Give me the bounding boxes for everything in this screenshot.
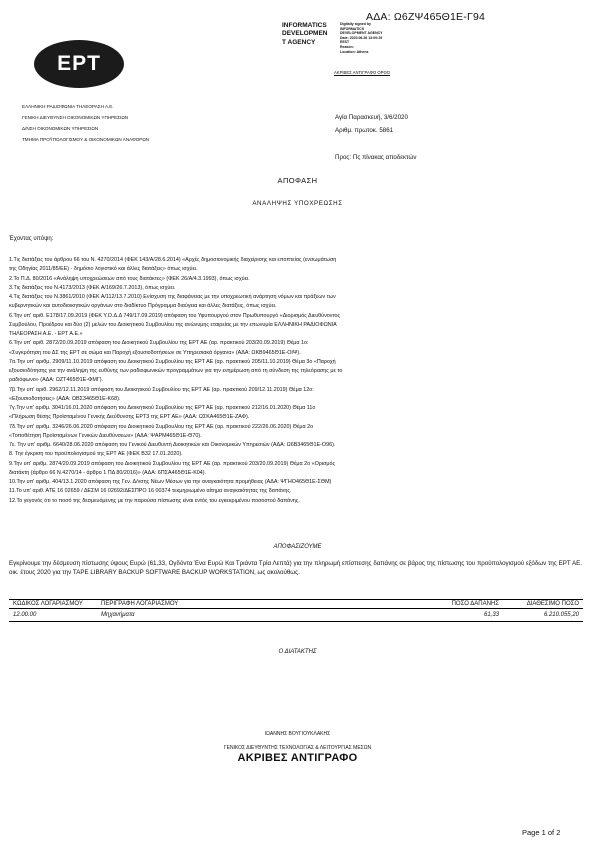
consideration-line: 12.Το γεγονός ότι το ποσό της δεσμευόμενης με την παρούσα πίστωσης είναι εντός του εγκεκριμένου ποσοστού δαπάνης.	[9, 497, 300, 504]
consideration-line: διατάκτη (άρθρο 66 Ν.4270/14 - άρθρο 1 ΠΔ 80/2016)» (ΑΔΑ: 6ΠΣΑ465Θ1Ε-Κ04).	[9, 469, 207, 476]
consideration-line: 3.Τις διατάξεις του Ν.4173/2013 (ΦΕΚ Α/169/26.7.2013), όπως ισχύει.	[9, 284, 176, 291]
table-row	[9, 609, 583, 622]
consideration-line: 11.Το υπ' αριθ. ΑΤΕ 16 02659 / ΔΕΣΜ 16 02692/ΔΕΣΠΡΟ 16 00374 τεκμηριωμένο αίτημα αναγκαιότητας της δαπάνης.	[9, 488, 292, 495]
decision-heading: ΑΠΟΦΑΣΙΖΟΥΜΕ	[273, 544, 322, 550]
consideration-line: 7β.Την υπ' αριθ. 2962/12.11.2019 απόφαση του Διοικητικού Συμβουλίου της ΕΡΤ ΑΕ (αρ. πρακτικού 209/12.11.2019) Θέμα 12ο:	[9, 386, 314, 393]
protocol-number: Αριθμ. πρωτοκ. 5861	[335, 127, 394, 134]
header-account-description: ΠΕΡΙΓΡΑΦΗ ΛΟΓΑΡΙΑΣΜΟΥ	[97, 600, 365, 609]
organization-header	[22, 101, 149, 145]
signature-line: Date: 2020.06.26 13:00:29	[340, 35, 383, 40]
recipients-line: Προς: Πς πίνακας αποδεκτών	[335, 154, 417, 161]
agency-line: INFORMATICS	[282, 22, 327, 29]
signer-role: ΓΕΝΙΚΟΣ ΔΙΕΥΘΥΝΤΗΣ ΤΕΧΝΟΛΟΓΙΑΣ & ΛΕΙΤΟΥΡΓΙΑΣ ΜΕΣΩΝ	[223, 745, 372, 751]
budget-table	[9, 599, 583, 622]
org-line: ΓΕΝΙΚΗ ΔΙΕΥΘΥΝΣΗ ΟΙΚΟΝΟΜΙΚΩΝ ΥΠΗΡΕΣΙΩΝ	[22, 115, 129, 120]
consideration-line: 7γ.Την υπ' αριθμ. 3041/16.01.2020 απόφαση του Διοικητικού Συμβουλίου της ΕΡΤ ΑΕ (αρ. πρακτικού 212/16.01.2020) Θέμα 11ο	[9, 405, 316, 411]
cell-account-description: Μηχανήματα	[97, 609, 365, 622]
consideration-line: ΤΗΛΕΟΡΑΣΗ Α.Ε. - ΕΡΤ Α.Ε.»	[9, 331, 83, 337]
director-label: Ο ΔΙΑΤΑΚΤΗΣ	[278, 649, 317, 655]
signature-line: Reason:	[340, 44, 354, 49]
place-date: Αγία Παρασκευή, 3/6/2020	[335, 114, 408, 121]
signature-line: Location: Athens	[340, 49, 369, 54]
consideration-line: 9.Την υπ' αριθμ. 2874/20.09.2019 απόφαση του Διοικητικού Συμβουλίου της ΕΡΤ ΑΕ (αρ. πρακτικού 203/20.09.2019) Θέμα 2ο «Ορισμός	[9, 460, 336, 467]
header-account-code: ΚΩΔΙΚΟΣ ΛΟΓΑΡΙΑΣΜΟΥ	[9, 600, 97, 609]
consideration-line: Συμβούλου, Προέδρου και δύο (2) μελών του Διοικητικού Συμβουλίου της ανώνυμης εταιρείας με την επωνυμία ΕΛΛΗΝΙΚΗ ΡΑΔΙΟΦΩΝΙΑ	[9, 321, 337, 328]
consideration-line: κυβερνητικών και αυτοδιοικητικών οργάνων στο διαδίκτυο Πρόγραμμα διαύγεια και άλλες διατάξεις, όπως ισχύει.	[9, 303, 277, 310]
header-expense-amount: ΠΟΣΟ ΔΑΠΑΝΗΣ	[365, 600, 503, 609]
consideration-line: 7δ.Την υπ' αριθμ. 3246/26.06.2020 απόφαση του Διοικητικού Συμβουλίου της ΕΡΤ ΑΕ (αρ. πρακτικού 222/26.06.2020) Θέμα 2ο	[9, 423, 314, 430]
ert-logo: ΕΡΤ	[34, 40, 124, 88]
signature-line: INFORMATICS	[340, 26, 365, 31]
ada-code: ΑΔΑ: Ω6ΖΨ465Θ1Ε-Γ94	[366, 11, 486, 23]
signature-line: DEVELOPMENT AGENCY	[340, 31, 383, 36]
signature-agency	[282, 22, 328, 47]
consideration-line: 10.Την υπ' αριθμ. 404/13.1.2020 απόφαση της Γεν. Δ/νσης Νέων Μέσων για την αναγκαιότητα προμήθειας (ΑΔΑ: ΨΓΗΟ465Θ1Ε-ΣΘΜ)	[9, 479, 332, 485]
consideration-line: 8. Την έγκριση του προϋπολογισμού της ΕΡΤ ΑΕ (ΦΕΚ Β32 17.01.2020).	[9, 451, 183, 458]
consideration-line: ραδιόφωνο» (ΑΔΑ: ΩΖΤ465Θ1Ε-ΦΜΓ).	[9, 377, 104, 384]
page-number: Page 1 of 2	[522, 828, 561, 837]
header-available-amount: ΔΙΑΘΕΣΙΜΟ ΠΟΣΟ	[503, 600, 583, 609]
consideration-line: 1.Τις διατάξεις του άρθρου 66 του Ν. 4270/2014 (ΦΕΚ 143/Α/28.6.2014) «Αρχές δημοσιονομικής διαχείρισης και εποπτείας (ενσωμάτωση	[9, 257, 337, 263]
consideration-line: «Εξουσιοδοτήσεις» (ΑΔΑ: ΩΒΣ3465Θ1Ε-Κ68).	[9, 395, 121, 402]
org-line: ΕΛΛΗΝΙΚΗ ΡΑΔΙΟΦΩΝΙΑ ΤΗΛΕΟΡΑΣΗ Α.Ε.	[22, 104, 114, 109]
document-subtitle: ΑΝΑΛΗΨΗΣ ΥΠΟΧΡΕΩΣΗΣ	[252, 200, 343, 207]
cell-available-amount: 6.210.055,20	[503, 609, 583, 622]
consideration-line: «Πλήρωση θέσης Προϊσταμένου Γενικής Διεύθυνσης ΕΡΤ3 της ΕΡΤ ΑΕ» (ΑΔΑ: ΩΣΚΑ465Θ1Ε-ΖΑΦ).	[9, 414, 250, 421]
intro-text: Έχοντας υπόψη:	[9, 236, 54, 242]
true-copy-mark: ΑΚΡΙΒΕΣ ΑΝΤΙΓΡΑΦΟ ΟΡΘΟ	[334, 70, 390, 75]
agency-line: T AGENCY	[282, 38, 316, 46]
org-line: ΤΜΗΜΑ ΠΡΟΫΠΟΛΟΓΙΣΜΟΥ & ΟΙΚΟΝΟΜΙΚΩΝ ΑΝΑΦΟΡΩΝ	[22, 137, 150, 142]
agency-line: DEVELOPMEN	[282, 30, 328, 38]
document-title: ΑΠΟΦΑΣΗ	[277, 176, 318, 185]
signature-line: EEST	[340, 40, 350, 45]
consideration-line: 2.Το Π.Δ. 80/2016 «Ανάληψη υποχρεώσεων από τους διατάκτες» (ΦΕΚ 26/Α/4.3.1993), όπως ισχύει.	[9, 275, 250, 282]
consideration-line: 7ε. Την υπ' αριθμ. 6640/28.06.2020 απόφαση του Γενικού Διευθυντή Διοικητικών και Οικονομικών Υπηρεσιών (ΑΔΑ: Ω6Β3465Θ1Ε-Ο96).	[9, 442, 336, 448]
cell-account-code: 12.00.00	[9, 609, 97, 622]
consideration-line: «Συγκρότηση του ΔΣ της ΕΡΤ σε σώμα και Παροχή εξουσιοδοτήσεων σε Υπηρεσιακά όργανα» (ΑΔΑ: ΩΚΒ9465Θ1Ε-ΟΙΨ).	[9, 349, 301, 356]
consideration-line: εξουσιοδότησης για την ανάληψη της ευθύνης των ραδιοφωνικών προγραμμάτων για την ενημέρωση από τη σύνδεση της τηλεόρασης με το	[9, 368, 343, 374]
consideration-line: της Οδηγίας 2011/85/ΕΕ) - δημόσιο λογιστικό και άλλες διατάξεις» όπως ισχύει.	[9, 266, 198, 273]
cell-expense-amount: 61,33	[365, 609, 503, 622]
digital-signature-details	[340, 22, 382, 54]
table-header-row	[9, 600, 583, 609]
org-line: Δ/ΝΣΗ ΟΙΚΟΝΟΜΙΚΩΝ ΥΠΗΡΕΣΙΩΝ	[22, 126, 99, 131]
decision-body: Εγκρίνουμε την δέσμευση πίστωσης ύψους Ευρώ (61,33, Ογδόντα Ένα Ευρώ Και Τριάντα Τρία Λεπτά) για την πληρωμή επίσπεσης δαπάνης σε βάρος της πίστωσης του προϋπολογισμού εξόδων της ΕΡΤ ΑΕ. οικ. έτους 2020 για την TAPE LIBRARY BACKUP SOFTWARE BACKUP WORKSTATION, ως ακολούθως.	[9, 560, 582, 577]
true-copy-stamp: ΑΚΡΙΒΕΣ ΑΝΤΙΓΡΑΦΟ	[237, 752, 358, 764]
signer-block	[0, 727, 595, 755]
consideration-line: 6.Την υπ' αριθ. Ε178/17.09.2019 (ΦΕΚ Υ.Ο.Δ.Δ 749/17.09.2019) απόφαση του Υφυπουργού στον Πρωθυπουργό «Διορισμός Διευθύνοντος	[9, 312, 341, 319]
consideration-line: «Τοποθέτηση Προϊσταμένων Γενικών Διευθύνσεων» (ΑΔΑ: ΨΑΡΜ465Θ1Ε-Θ70).	[9, 432, 202, 439]
consideration-line: 4.Τις διατάξεις του Ν.3861/2010 (ΦΕΚ Α/112/13.7.2010) Ενίσχυση της διαφάνειας με την υποχρεωτική ανάρτηση νόμων και πράξεων των	[9, 294, 336, 300]
date-protocol-block	[335, 111, 408, 137]
consideration-line: 6.Την υπ' αριθ. 2872/20.09.2019 απόφαση του Διοικητικού Συμβουλίου της ΕΡΤ ΑΕ (αρ. πρακτικού 203/20.09.2019) Θέμα 1ο:	[9, 340, 309, 347]
signer-name: ΙΩΑΝΝΗΣ ΒΟΥΓΙΟΥΚΛΑΚΗΣ	[264, 731, 331, 737]
considerations-list	[9, 256, 581, 506]
consideration-line: 7α.Την υπ' αριθμ. 2909/11.10.2019 απόφαση του Διοικητικού Συμβουλίου της ΕΡΤ ΑΕ (αρ. πρακτικού 205/11.10.2019) Θέμα 3ο «Παροχή	[9, 358, 336, 365]
signature-line: Digitally signed by	[340, 22, 371, 26]
